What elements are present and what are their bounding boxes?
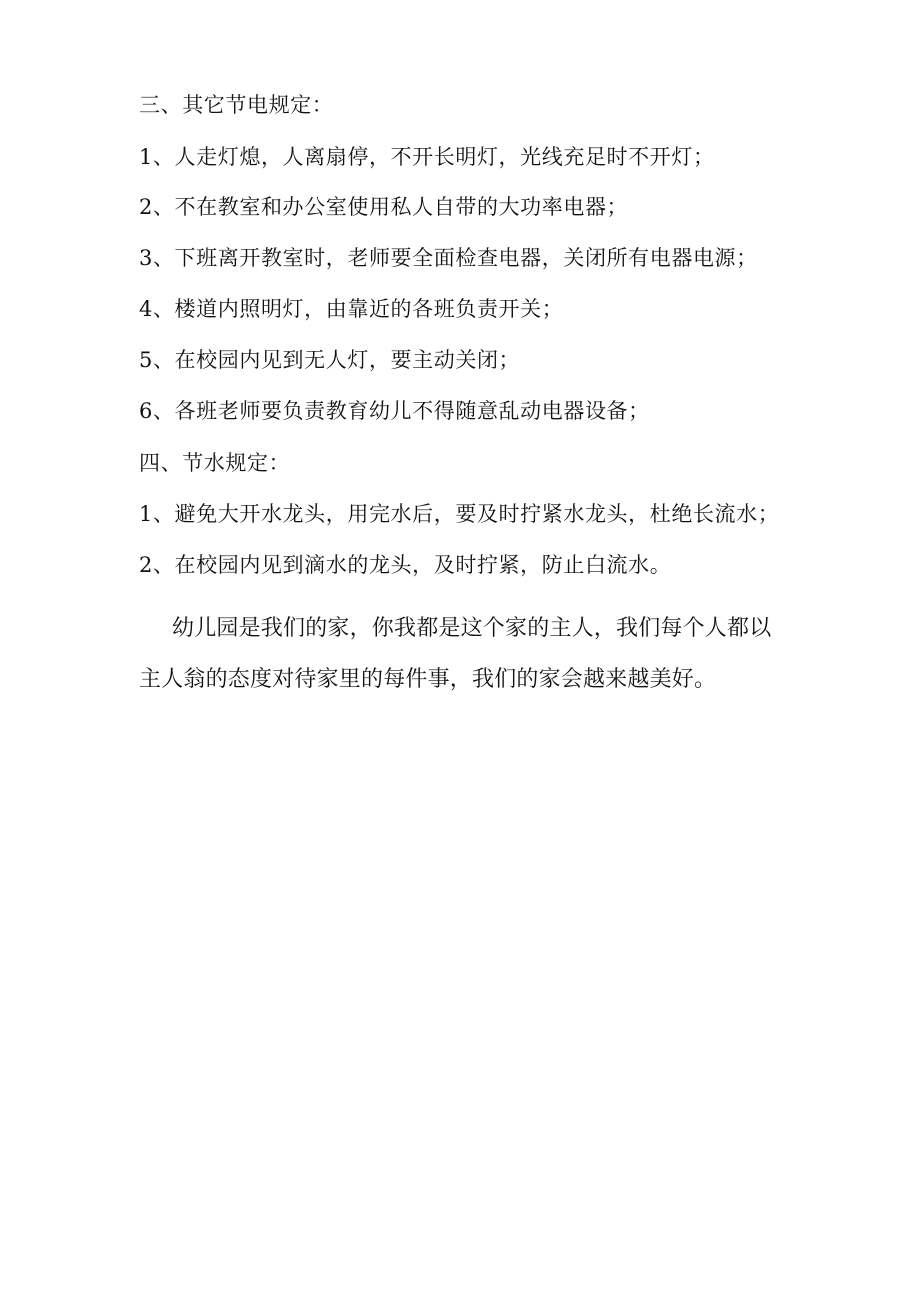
section-three-heading: 三、其它节电规定：: [139, 93, 334, 117]
section-four-item-1: 1、避免大开水龙头，用完水后，要及时拧紧水龙头，杜绝长流水；: [139, 502, 780, 526]
section-three-item-2: 2、不在教室和办公室使用私人自带的大功率电器；: [139, 195, 629, 219]
section-four-item-2: 2、在校园内见到滴水的龙头，及时拧紧，防止白流水。: [139, 553, 672, 577]
section-three-item-5: 5、在校园内见到无人灯，要主动关闭；: [139, 348, 521, 372]
section-three-item-4: 4、楼道内照明灯，由靠近的各班负责开关；: [139, 297, 564, 321]
closing-paragraph: 幼儿园是我们的家，你我都是这个家的主人，我们每个人都以主人翁的态度对待家里的每件事，我们的家会越来越美好。: [139, 616, 772, 692]
section-three-item-1: 1、人走灯熄，人离扇停，不开长明灯，光线充足时不开灯；: [139, 145, 715, 169]
section-three-item-3: 3、下班离开教室时，老师要全面检查电器，关闭所有电器电源；: [139, 246, 758, 270]
section-four-heading: 四、节水规定：: [139, 451, 291, 475]
section-three-item-6: 6、各班老师要负责教育幼儿不得随意乱动电器设备；: [139, 399, 650, 423]
